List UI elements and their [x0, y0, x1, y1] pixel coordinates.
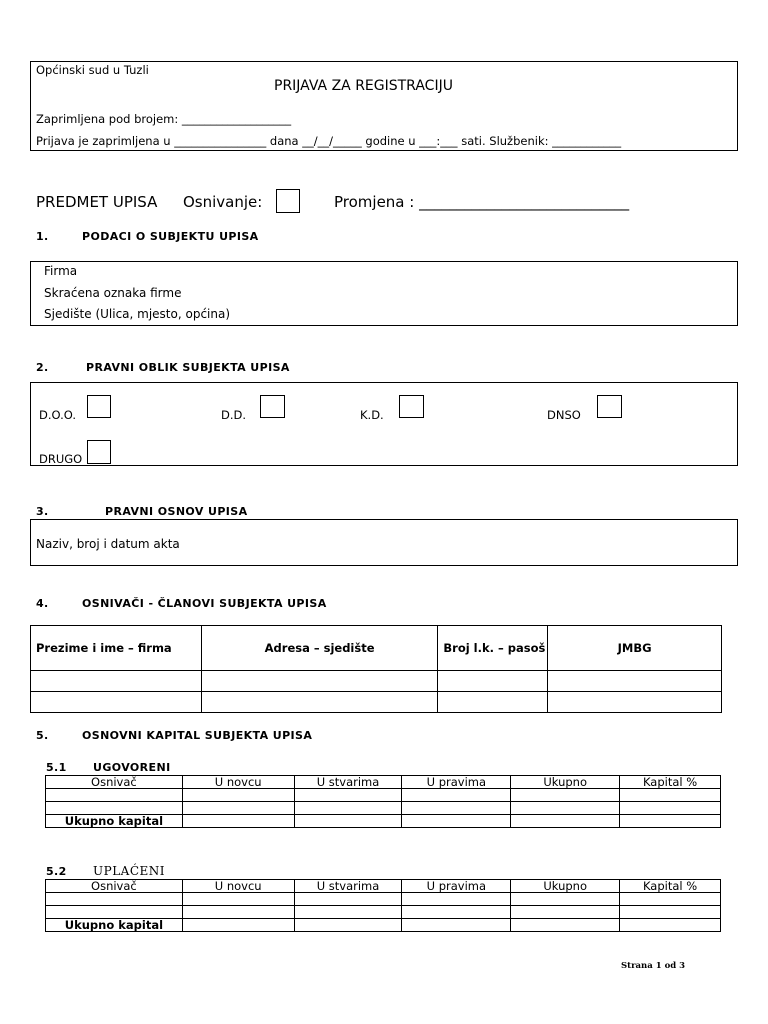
short-name-field[interactable]: Skraćena oznaka firme	[44, 286, 182, 300]
table-row	[31, 671, 722, 692]
table-cell[interactable]	[511, 893, 620, 906]
col-id: Broj l.k. – pasoš	[438, 626, 548, 671]
table-cell[interactable]	[182, 789, 294, 802]
total-row	[46, 919, 721, 932]
col-total: Ukupno	[511, 880, 620, 893]
section2-number: 2.	[36, 361, 49, 374]
section4-title: OSNIVAČI - ČLANOVI SUBJEKTA UPISA	[82, 597, 327, 610]
col-cash: U novcu	[182, 776, 294, 789]
table-cell[interactable]	[620, 906, 721, 919]
table-cell[interactable]	[294, 789, 402, 802]
col-cash: U novcu	[182, 880, 294, 893]
table-cell[interactable]	[31, 671, 202, 692]
founding-checkbox[interactable]	[276, 189, 300, 213]
table-cell[interactable]	[294, 815, 402, 828]
col-percent: Kapital %	[620, 776, 721, 789]
section1-number: 1.	[36, 230, 49, 243]
table-cell[interactable]	[511, 802, 620, 815]
table-cell[interactable]	[438, 692, 548, 713]
table-cell[interactable]	[46, 789, 183, 802]
doo-checkbox[interactable]	[87, 395, 111, 418]
table-cell[interactable]	[620, 815, 721, 828]
table-cell[interactable]	[46, 802, 183, 815]
kd-label: K.D.	[360, 408, 384, 422]
table-row	[46, 906, 721, 919]
table-cell[interactable]	[511, 919, 620, 932]
sub1-title: UGOVORENI	[93, 761, 171, 774]
col-rights: U pravima	[402, 880, 511, 893]
subject-label: PREDMET UPISA	[36, 193, 158, 211]
table-cell[interactable]	[182, 802, 294, 815]
table-header-row	[46, 880, 721, 893]
col-founder: Osnivač	[46, 880, 183, 893]
dd-label: D.D.	[221, 408, 247, 422]
table-cell[interactable]	[201, 692, 438, 713]
founders-table	[30, 625, 722, 713]
table-cell[interactable]	[402, 802, 511, 815]
agreed-capital-table	[45, 775, 721, 828]
court-name: Općinski sud u Tuzli	[36, 63, 149, 77]
table-cell[interactable]	[31, 692, 202, 713]
table-cell[interactable]	[620, 893, 721, 906]
section5-number: 5.	[36, 729, 49, 742]
section5-title: OSNOVNI KAPITAL SUBJEKTA UPISA	[82, 729, 313, 742]
received-date-field[interactable]: Prijava je zaprimljena u ________________ dana __/__/_____ godine u ___:___ sati. Službenik: ____________	[36, 134, 622, 148]
other-label: DRUGO	[39, 452, 83, 466]
dd-checkbox[interactable]	[260, 395, 285, 418]
table-cell[interactable]	[620, 919, 721, 932]
table-cell[interactable]	[438, 671, 548, 692]
table-cell[interactable]	[294, 802, 402, 815]
section3-title: PRAVNI OSNOV UPISA	[105, 505, 248, 518]
kd-checkbox[interactable]	[399, 395, 424, 418]
table-cell[interactable]	[548, 671, 722, 692]
other-checkbox[interactable]	[87, 440, 111, 464]
table-cell[interactable]	[182, 906, 294, 919]
section2-title: PRAVNI OBLIK SUBJEKTA UPISA	[86, 361, 290, 374]
seat-field[interactable]: Sjedište (Ulica, mjesto, općina)	[44, 307, 231, 321]
table-cell[interactable]	[201, 671, 438, 692]
table-header-row	[46, 776, 721, 789]
table-cell[interactable]	[294, 906, 402, 919]
table-row	[46, 789, 721, 802]
table-cell[interactable]	[548, 692, 722, 713]
col-jmbg: JMBG	[548, 626, 722, 671]
col-address: Adresa – sjedište	[201, 626, 438, 671]
table-cell[interactable]	[294, 893, 402, 906]
table-cell[interactable]	[402, 789, 511, 802]
section2-box	[30, 382, 738, 466]
col-name: Prezime i ime – firma	[31, 626, 202, 671]
doo-label: D.O.O.	[39, 408, 76, 422]
col-goods: U stvarima	[294, 880, 402, 893]
founding-label: Osnivanje:	[183, 193, 263, 211]
table-cell[interactable]	[182, 919, 294, 932]
table-cell[interactable]	[511, 906, 620, 919]
table-cell[interactable]	[402, 906, 511, 919]
table-cell[interactable]	[402, 815, 511, 828]
col-rights: U pravima	[402, 776, 511, 789]
received-number-field[interactable]: Zaprimljena pod brojem: ___________________	[36, 112, 292, 126]
page-title: PRIJAVA ZA REGISTRACIJU	[274, 78, 453, 94]
total-label: Ukupno kapital	[46, 815, 183, 828]
table-cell[interactable]	[620, 802, 721, 815]
total-label: Ukupno kapital	[46, 919, 183, 932]
table-cell[interactable]	[511, 789, 620, 802]
total-row	[46, 815, 721, 828]
table-row	[46, 802, 721, 815]
table-row	[46, 893, 721, 906]
paid-capital-table	[45, 879, 721, 932]
col-founder: Osnivač	[46, 776, 183, 789]
section1-title: PODACI O SUBJEKTU UPISA	[82, 230, 259, 243]
dnso-label: DNSO	[547, 408, 581, 422]
table-cell[interactable]	[402, 919, 511, 932]
col-total: Ukupno	[511, 776, 620, 789]
sub2-number: 5.2	[46, 865, 67, 878]
table-cell[interactable]	[294, 919, 402, 932]
page-number: Strana 1 od 3	[621, 961, 686, 971]
change-field[interactable]: Promjena : ____________________________	[334, 193, 630, 211]
table-cell[interactable]	[402, 893, 511, 906]
table-cell[interactable]	[182, 893, 294, 906]
sub2-title: UPLAĆENI	[93, 864, 166, 878]
firm-field[interactable]: Firma	[44, 264, 78, 278]
col-goods: U stvarima	[294, 776, 402, 789]
legal-act-field[interactable]: Naziv, broj i datum akta	[36, 537, 180, 551]
table-cell[interactable]	[46, 893, 183, 906]
table-cell[interactable]	[182, 815, 294, 828]
section4-number: 4.	[36, 597, 49, 610]
table-row	[31, 692, 722, 713]
table-cell[interactable]	[511, 815, 620, 828]
table-cell[interactable]	[46, 906, 183, 919]
dnso-checkbox[interactable]	[597, 395, 622, 418]
sub1-number: 5.1	[46, 761, 67, 774]
table-cell[interactable]	[620, 789, 721, 802]
col-percent: Kapital %	[620, 880, 721, 893]
section3-number: 3.	[36, 505, 49, 518]
